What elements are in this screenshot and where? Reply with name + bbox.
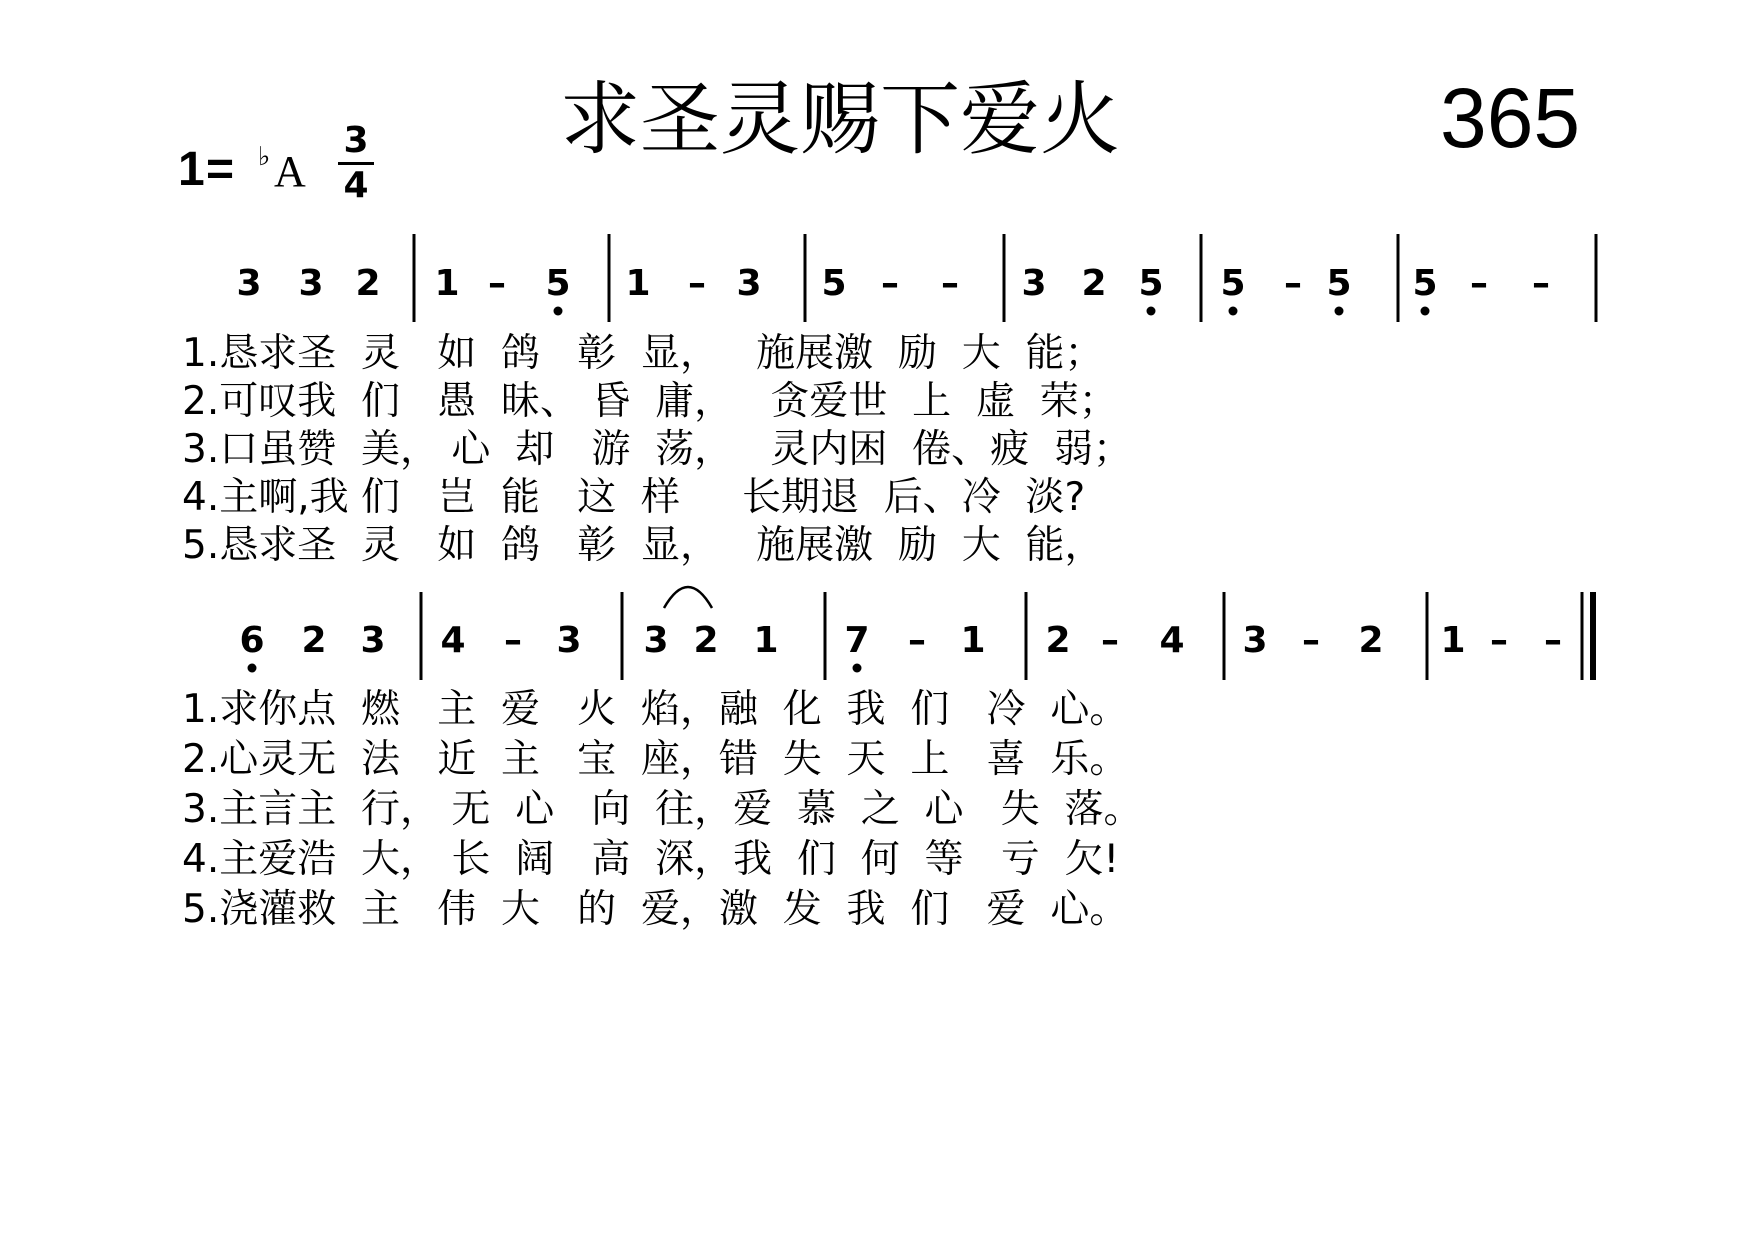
dash-mark: – <box>1101 620 1119 661</box>
note: 7 <box>844 620 870 661</box>
note: 3 <box>1242 620 1268 661</box>
note: 4 <box>1159 620 1185 661</box>
note: 2 <box>1358 620 1384 661</box>
low-octave-dot <box>248 664 257 673</box>
verse-line: 3.口虽赞 美， 心 却 游 荡， 灵内困 倦、疲 弱； <box>182 427 1132 472</box>
flat-icon: ♭ <box>258 142 271 172</box>
note: 3 <box>298 263 324 304</box>
slur-arc <box>664 587 712 608</box>
note: 5 <box>821 263 847 304</box>
note: 1 <box>625 263 651 304</box>
system-1-notes <box>236 263 1550 316</box>
low-octave-dot <box>853 664 862 673</box>
verse-line: 1.恳求圣 灵 如 鸽 彰 显， 施展激 励 大 能； <box>182 331 1104 376</box>
dash-mark: – <box>488 263 506 304</box>
note: 3 <box>236 263 262 304</box>
system-2-notes <box>239 620 1562 673</box>
verse-line: 3.主言主 行， 无 心 向 往，爱 慕 之 心 失 落。 <box>182 787 1143 832</box>
dash-mark: – <box>1532 263 1550 304</box>
note: 5 <box>1138 263 1164 304</box>
note: 3 <box>556 620 582 661</box>
note: 1 <box>1440 620 1466 661</box>
low-octave-dot <box>1421 307 1430 316</box>
dash-mark: – <box>941 263 959 304</box>
note: 6 <box>239 620 265 661</box>
key-letter: A <box>274 147 306 196</box>
dash-mark: – <box>881 263 899 304</box>
note: 2 <box>355 263 381 304</box>
dash-mark: – <box>688 263 706 304</box>
dash-mark: – <box>1490 620 1508 661</box>
note: 5 <box>1220 263 1246 304</box>
dash-mark: – <box>1544 620 1562 661</box>
note: 3 <box>1021 263 1047 304</box>
verse-line: 2.心灵无 法 近 主 宝 座，错 失 天 上 喜 乐。 <box>182 737 1129 782</box>
note: 1 <box>960 620 986 661</box>
note: 1 <box>753 620 779 661</box>
note: 5 <box>1412 263 1438 304</box>
low-octave-dot <box>1335 307 1344 316</box>
verse-line: 4.主爱浩 大， 长 阔 高 深，我 们 何 等 亏 欠! <box>182 837 1120 882</box>
dash-mark: – <box>1470 263 1488 304</box>
note: 3 <box>643 620 669 661</box>
hymn-number: 365 <box>1440 71 1581 165</box>
note: 2 <box>301 620 327 661</box>
low-octave-dot <box>554 307 563 316</box>
verse-line: 5.恳求圣 灵 如 鸽 彰 显， 施展激 励 大 能， <box>182 523 1104 568</box>
note: 2 <box>693 620 719 661</box>
note: 5 <box>1326 263 1352 304</box>
dash-mark: – <box>1284 263 1302 304</box>
system-2-barlines <box>421 592 1593 680</box>
note: 2 <box>1045 620 1071 661</box>
verse-line: 5.浇灌救 主 伟 大 的 爱，激 发 我 们 爱 心。 <box>182 887 1129 932</box>
note: 3 <box>360 620 386 661</box>
verse-line: 1.求你点 燃 主 爱 火 焰，融 化 我 们 冷 心。 <box>182 687 1129 732</box>
note: 2 <box>1081 263 1107 304</box>
key-equals: = <box>206 143 235 196</box>
low-octave-dot <box>1147 307 1156 316</box>
key-do: 1 <box>178 143 205 196</box>
note: 5 <box>545 263 571 304</box>
verse-line: 2.可叹我 们 愚 昧、 昏 庸， 贪爱世 上 虚 荣； <box>182 379 1118 424</box>
low-octave-dot <box>1229 307 1238 316</box>
hymn-title: 求圣灵赐下爱火 <box>560 73 1120 166</box>
dash-mark: – <box>1302 620 1320 661</box>
time-denominator: 4 <box>343 165 369 206</box>
verse-line: 4.主啊,我 们 岂 能 这 样 长期退 后、冷 淡? <box>182 475 1086 520</box>
dash-mark: – <box>908 620 926 661</box>
time-numerator: 3 <box>343 120 369 161</box>
note: 3 <box>736 263 762 304</box>
dash-mark: – <box>504 620 522 661</box>
note: 4 <box>440 620 466 661</box>
note: 1 <box>434 263 460 304</box>
